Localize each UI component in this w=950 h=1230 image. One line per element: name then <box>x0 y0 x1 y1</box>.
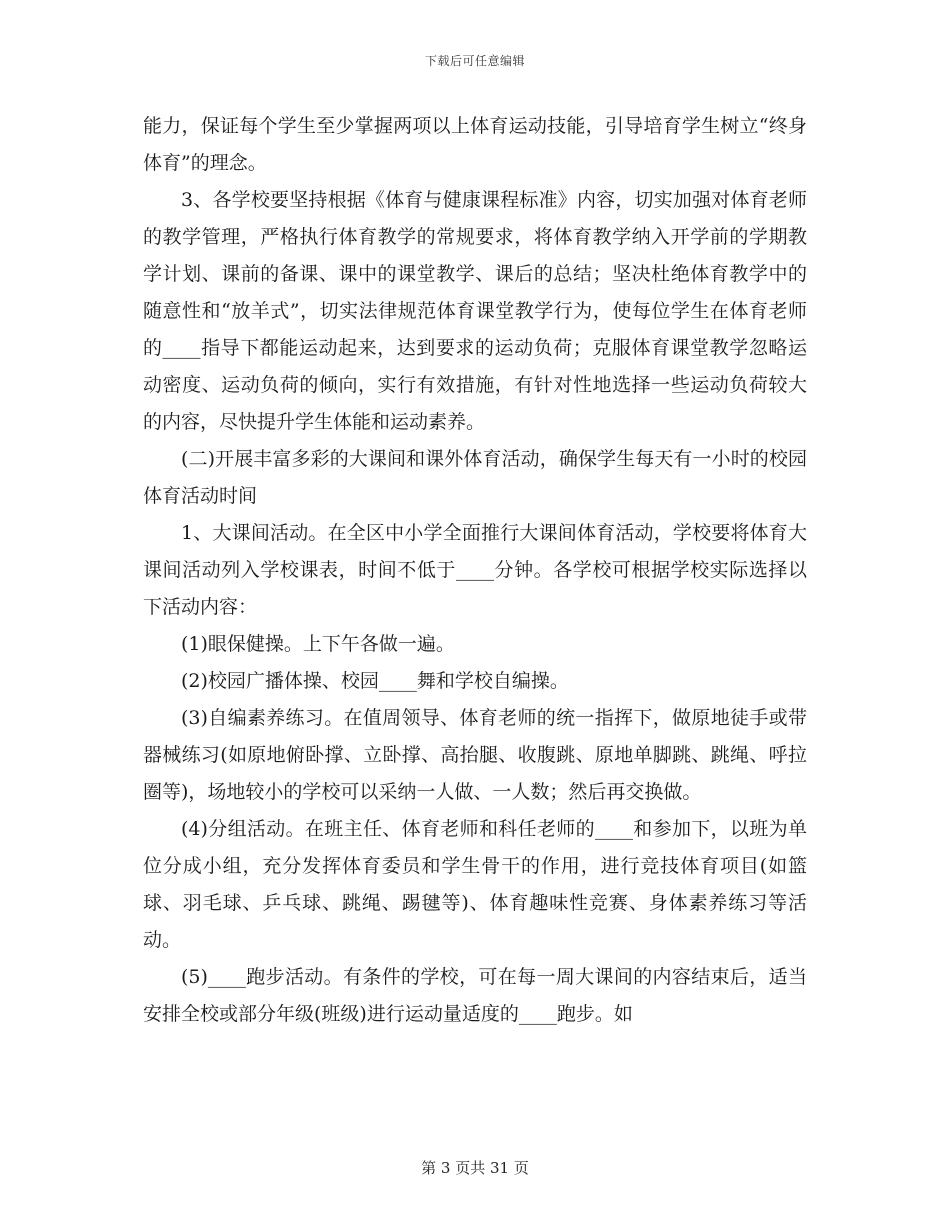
paragraph-item-3: 3、各学校要坚持根据《体育与健康课程标准》内容，切实加强对体育老师的教学管理，严格执行体育教学的常规要求，将体育教学纳入开学前的学期教学计划、课前的备课、课中的课堂教学、课后的总结；坚决杜绝体育教学中的随意性和“放羊式”，切实法律规范体育课堂教学行为，使每位学生在体育老师的____指导下都能运动起来，达到要求的运动负荷；克服体育课堂教学忽略运动密度、运动负荷的倾向，实行有效措施，有针对性地选择一些运动负荷较大的内容，尽快提升学生体能和运动素养。 <box>143 189 807 433</box>
page-footer: 第 3 页共 31 页 <box>421 1159 529 1177</box>
section-heading-2: (二)开展丰富多彩的大课间和课外体育活动，确保学生每天有一小时的校园体育活动时间 <box>143 448 807 507</box>
list-item-broadcast-exercise: (2)校园广播体操、校园____舞和学校自编操。 <box>181 670 569 692</box>
list-item-eye-exercise: (1)眼保健操。上下午各做一遍。 <box>181 633 455 655</box>
list-item-self-practice: (3)自编素养练习。在值周领导、体育老师的统一指挥下，做原地徒手或带器械练习(如原地俯卧撑、立卧撑、高抬腿、收腹跳、原地单脚跳、跳绳、呼拉圈等)，场地较小的学校可以采纳一人做、一人数；然后再交换做。 <box>143 707 807 803</box>
page-header: 下载后可任意编辑 <box>424 54 525 68</box>
document-body <box>143 108 807 1033</box>
paragraph-continuation: 能力，保证每个学生至少掌握两项以上体育运动技能，引导培育学生树立“终身体育”的理念。 <box>143 115 807 174</box>
list-item-group-activity: (4)分组活动。在班主任、体育老师和科任老师的____和参加下，以班为单位分成小组，充分发挥体育委员和学生骨干的作用，进行竞技体育项目(如篮球、羽毛球、乒乓球、跳绳、踢毽等)、体育趣味性竞赛、身体素养练习等活动。 <box>143 818 807 951</box>
paragraph-item-1: 1、大课间活动。在全区中小学全面推行大课间体育活动，学校要将体育大课间活动列入学校课表，时间不低于____分钟。各学校可根据学校实际选择以下活动内容： <box>143 522 807 618</box>
list-item-running: (5)____跑步活动。有条件的学校，可在每一周大课间的内容结束后，适当安排全校或部分年级(班级)进行运动量适度的____跑步。如 <box>143 966 807 1025</box>
